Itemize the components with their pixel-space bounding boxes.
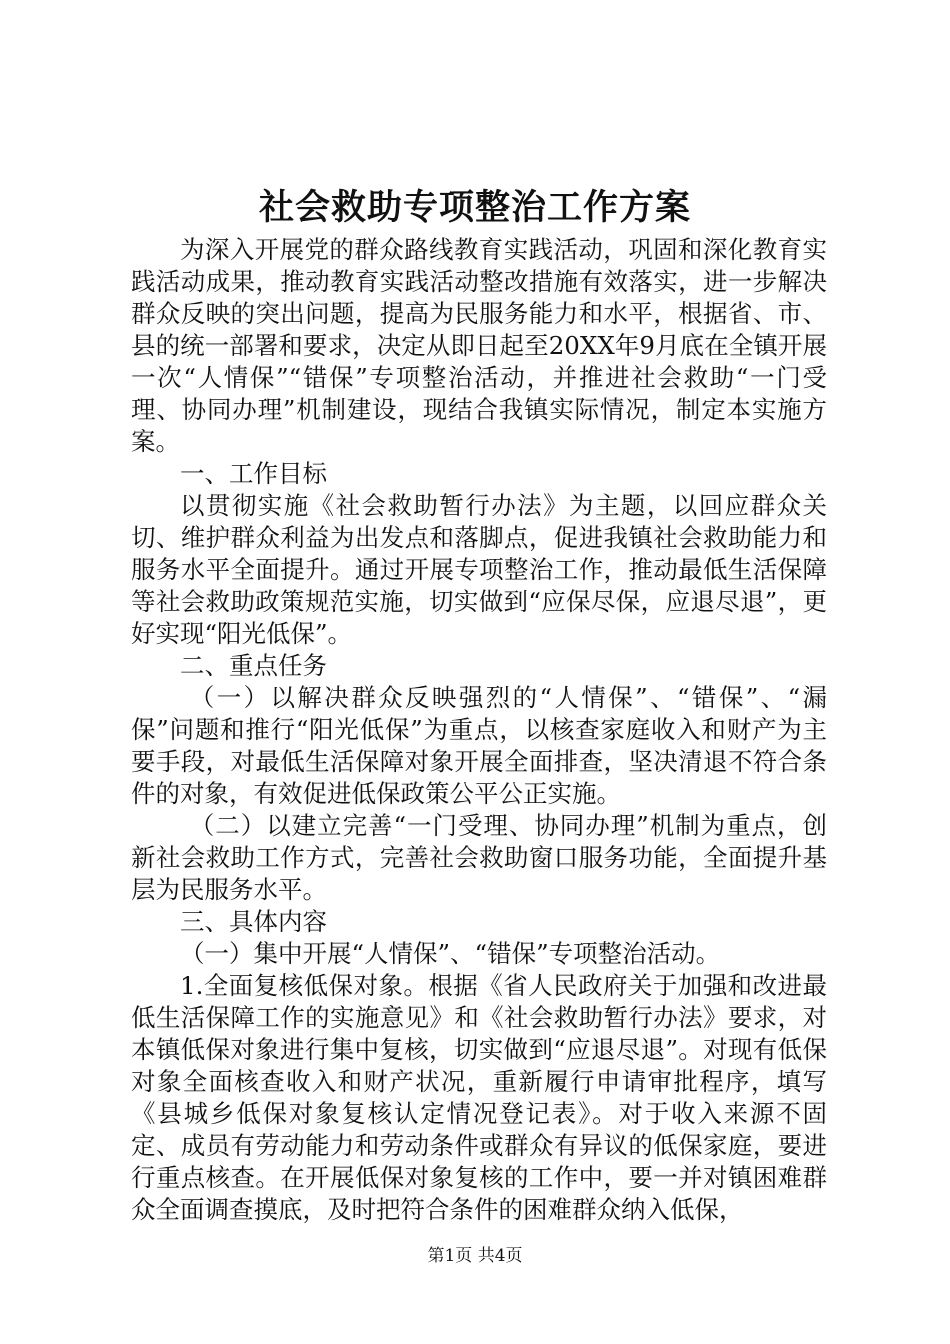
section-heading-tasks: 二、重点任务 bbox=[180, 651, 327, 680]
task-one-paragraph: （一）以解决群众反映强烈的“人情保”、“错保”、“漏保”问题和推行“阳光低保”为重点，以核查家庭收入和财产为主要手段，对最低生活保障对象开展全面排查，坚决清退不符合条件的对象，有效促进低保政策公平公正实施。 bbox=[131, 683, 827, 808]
document-title: 社会救助专项整治工作方案 bbox=[258, 187, 691, 228]
page-footer: 第1页 共4页 bbox=[427, 1246, 523, 1266]
document-body bbox=[131, 234, 827, 1226]
content-item-one-paragraph: 1.全面复核低保对象。根据《省人民政府关于加强和改进最低生活保障工作的实施意见》和《社会救助暂行办法》要求，对本镇低保对象进行集中复核，切实做到“应退尽退”。对现有低保对象全面核查收入和财产状况，重新履行申请审批程序，填写《县城乡低保对象复核认定情况登记表》。对于收入来源不固定、成员有劳动能力和劳动条件或群众有异议的低保家庭，要进行重点核查。在开展低保对象复核的工作中，要一并对镇困难群众全面调查摸底，及时把符合条件的困难群众纳入低保， bbox=[131, 971, 827, 1224]
section-heading-content: 三、具体内容 bbox=[180, 907, 327, 936]
task-two-paragraph: （二）以建立完善“一门受理、协同办理”机制为重点，创新社会救助工作方式，完善社会救助窗口服务功能，全面提升基层为民服务水平。 bbox=[131, 811, 827, 904]
content-subheading-one: （一）集中开展“人情保”、“错保”专项整治活动。 bbox=[180, 939, 721, 968]
intro-paragraph: 为深入开展党的群众路线教育实践活动，巩固和深化教育实践活动成果，推动教育实践活动整改措施有效落实，进一步解决群众反映的突出问题，提高为民服务能力和水平，根据省、市、县的统一部署和要求，决定从即日起至20XX年9月底在全镇开展一次“人情保”“错保”专项整治活动，并推进社会救助“一门受理、协同办理”机制建设，现结合我镇实际情况，制定本实施方案。 bbox=[131, 235, 827, 456]
section-heading-goals: 一、工作目标 bbox=[180, 459, 327, 488]
goals-paragraph: 以贯彻实施《社会救助暂行办法》为主题，以回应群众关切、维护群众利益为出发点和落脚点，促进我镇社会救助能力和服务水平全面提升。通过开展专项整治工作，推动最低生活保障等社会救助政策规范实施，切实做到“应保尽保，应退尽退”，更好实现“阳光低保”。 bbox=[131, 491, 827, 648]
